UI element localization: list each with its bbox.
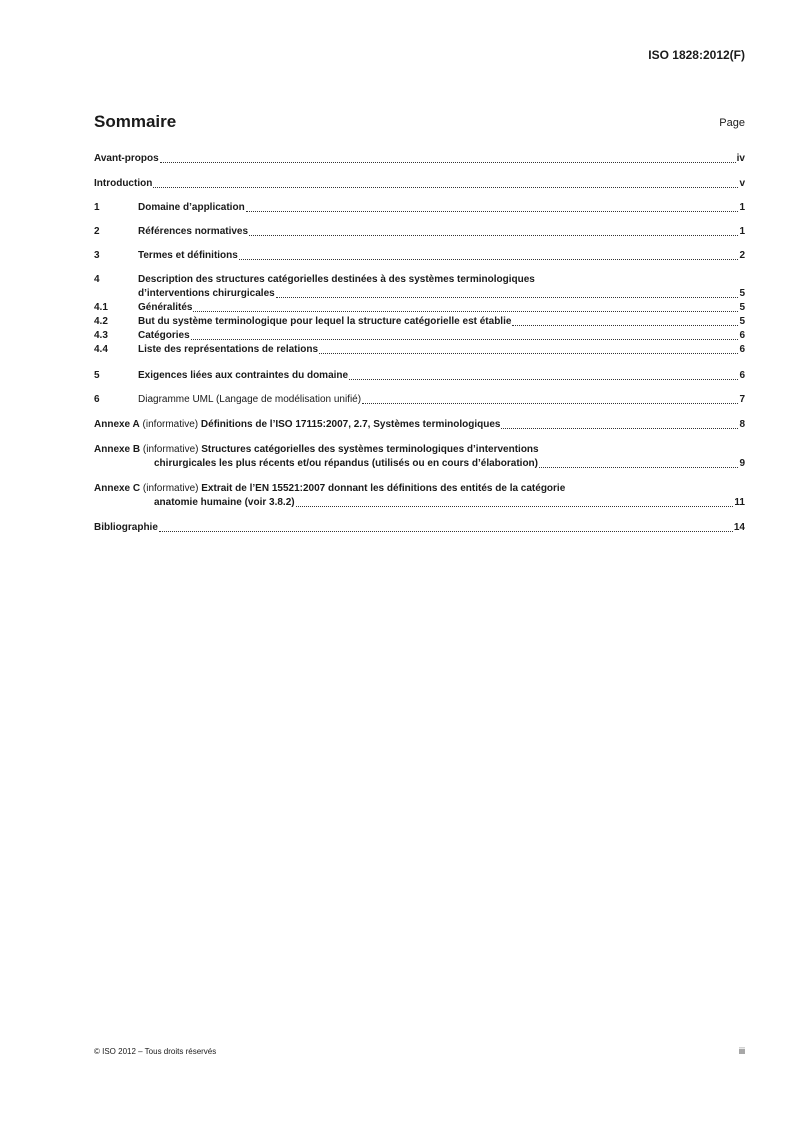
document-id: ISO 1828:2012(F) [648, 48, 745, 62]
toc-page: 14 [733, 522, 745, 533]
leader-dots [276, 289, 739, 298]
leader-dots [501, 420, 738, 429]
toc-entry-2[interactable] [94, 226, 745, 238]
toc-entry-bibliographie[interactable] [94, 522, 745, 534]
leader-dots [160, 154, 736, 163]
toc-page: 8 [739, 419, 745, 430]
toc-page: 7 [739, 394, 745, 405]
toc-number: 4.2 [94, 316, 108, 327]
toc-title: But du système terminologique pour lequel la structure catégorielle est établie [138, 316, 512, 327]
toc-entry-annex-c-line1[interactable] [94, 483, 745, 495]
footer-copyright: © ISO 2012 – Tous droits réservés [94, 1047, 217, 1056]
leader-dots [246, 203, 739, 212]
toc-entry-introduction[interactable] [94, 178, 745, 190]
toc-title: Définitions de l’ISO 17115:2007, 2.7, Systèmes terminologiques [200, 419, 501, 430]
toc-title: Introduction [94, 178, 153, 189]
toc-page: v [739, 178, 745, 189]
leader-dots [319, 345, 738, 354]
annex-type: (informative) [142, 483, 199, 494]
leader-dots [349, 371, 738, 380]
toc-number: 1 [94, 202, 100, 213]
toc-number: 4 [94, 274, 100, 285]
toc-entry-4-line2[interactable] [138, 288, 745, 300]
annex-label: Annexe B [94, 444, 141, 455]
annex-type: (informative) [142, 444, 199, 455]
annex-label: Annexe C [94, 483, 141, 494]
leader-dots [153, 179, 738, 188]
toc-title: Avant-propos [94, 153, 159, 164]
leader-dots [249, 227, 738, 236]
toc-entry-6[interactable] [94, 394, 745, 406]
leader-dots [296, 498, 734, 507]
toc-entry-4-1[interactable] [94, 302, 745, 314]
toc-title: Exigences liées aux contraintes du domaine [138, 370, 349, 381]
toc-page: 1 [739, 226, 745, 237]
page-column-label: Page [719, 117, 745, 129]
toc-entry-annex-a[interactable] [94, 419, 745, 431]
toc-page: iv [736, 153, 745, 164]
annex-type: (informative) [142, 419, 199, 430]
toc-title: Références normatives [138, 226, 249, 237]
footer-page-number: iii [739, 1046, 745, 1056]
leader-dots [193, 303, 738, 312]
toc-page: 5 [739, 316, 745, 327]
toc-entry-4-3[interactable] [94, 330, 745, 342]
leader-dots [512, 317, 738, 326]
toc-title: Catégories [138, 330, 190, 341]
toc-title: Termes et définitions [138, 250, 238, 261]
leader-dots [159, 523, 733, 532]
toc-title: Liste des représentations de relations [138, 344, 319, 355]
toc-title: Diagramme UML (Langage de modélisation unifié) [138, 394, 362, 405]
toc-page: 6 [739, 370, 745, 381]
toc-entry-5[interactable] [94, 370, 745, 382]
toc-page: 11 [734, 497, 745, 508]
toc-title: Extrait de l’EN 15521:2007 donnant les définitions des entités de la catégorie [201, 483, 566, 494]
annex-label: Annexe A [94, 419, 140, 430]
toc-number: 6 [94, 394, 100, 405]
leader-dots [362, 395, 738, 404]
toc-title: d’interventions chirurgicales [138, 288, 275, 299]
leader-dots [191, 331, 739, 340]
toc-entry-4-2[interactable] [94, 316, 745, 328]
page-title: Sommaire [94, 112, 177, 131]
toc-number: 4.4 [94, 344, 108, 355]
toc-number: 4.1 [94, 302, 108, 313]
leader-dots [239, 251, 739, 260]
toc-page: 5 [739, 302, 745, 313]
toc-title: Bibliographie [94, 522, 158, 533]
toc-title: Description des structures catégorielles destinées à des systèmes terminologiques [138, 274, 535, 285]
toc-entry-4-line1[interactable] [94, 274, 745, 286]
toc-entry-1[interactable] [94, 202, 745, 214]
toc-entry-annex-b-line2[interactable] [154, 458, 745, 470]
toc-entry-4-4[interactable] [94, 344, 745, 356]
toc-page: 2 [739, 250, 745, 261]
toc-entry-annex-b-line1[interactable] [94, 444, 745, 456]
toc-entry-annex-c-line2[interactable] [154, 497, 745, 509]
toc-title: anatomie humaine (voir 3.8.2) [154, 497, 295, 508]
toc-page: 1 [739, 202, 745, 213]
toc-title: chirurgicales les plus récents et/ou répandus (utilisés ou en cours d’élaboration) [154, 458, 538, 469]
toc-number: 3 [94, 250, 100, 261]
toc-entry-avant-propos[interactable] [94, 153, 745, 165]
leader-dots [539, 459, 738, 468]
toc-page: 9 [739, 458, 745, 469]
toc-page: 5 [739, 288, 745, 299]
toc-number: 2 [94, 226, 100, 237]
toc-title: Structures catégorielles des systèmes terminologiques d’interventions [201, 444, 539, 455]
toc-entry-3[interactable] [94, 250, 745, 262]
toc-number: 4.3 [94, 330, 108, 341]
toc-number: 5 [94, 370, 100, 381]
toc-page: 6 [739, 344, 745, 355]
toc-page: 6 [739, 330, 745, 341]
toc-title: Généralités [138, 302, 193, 313]
toc-title: Domaine d’application [138, 202, 245, 213]
